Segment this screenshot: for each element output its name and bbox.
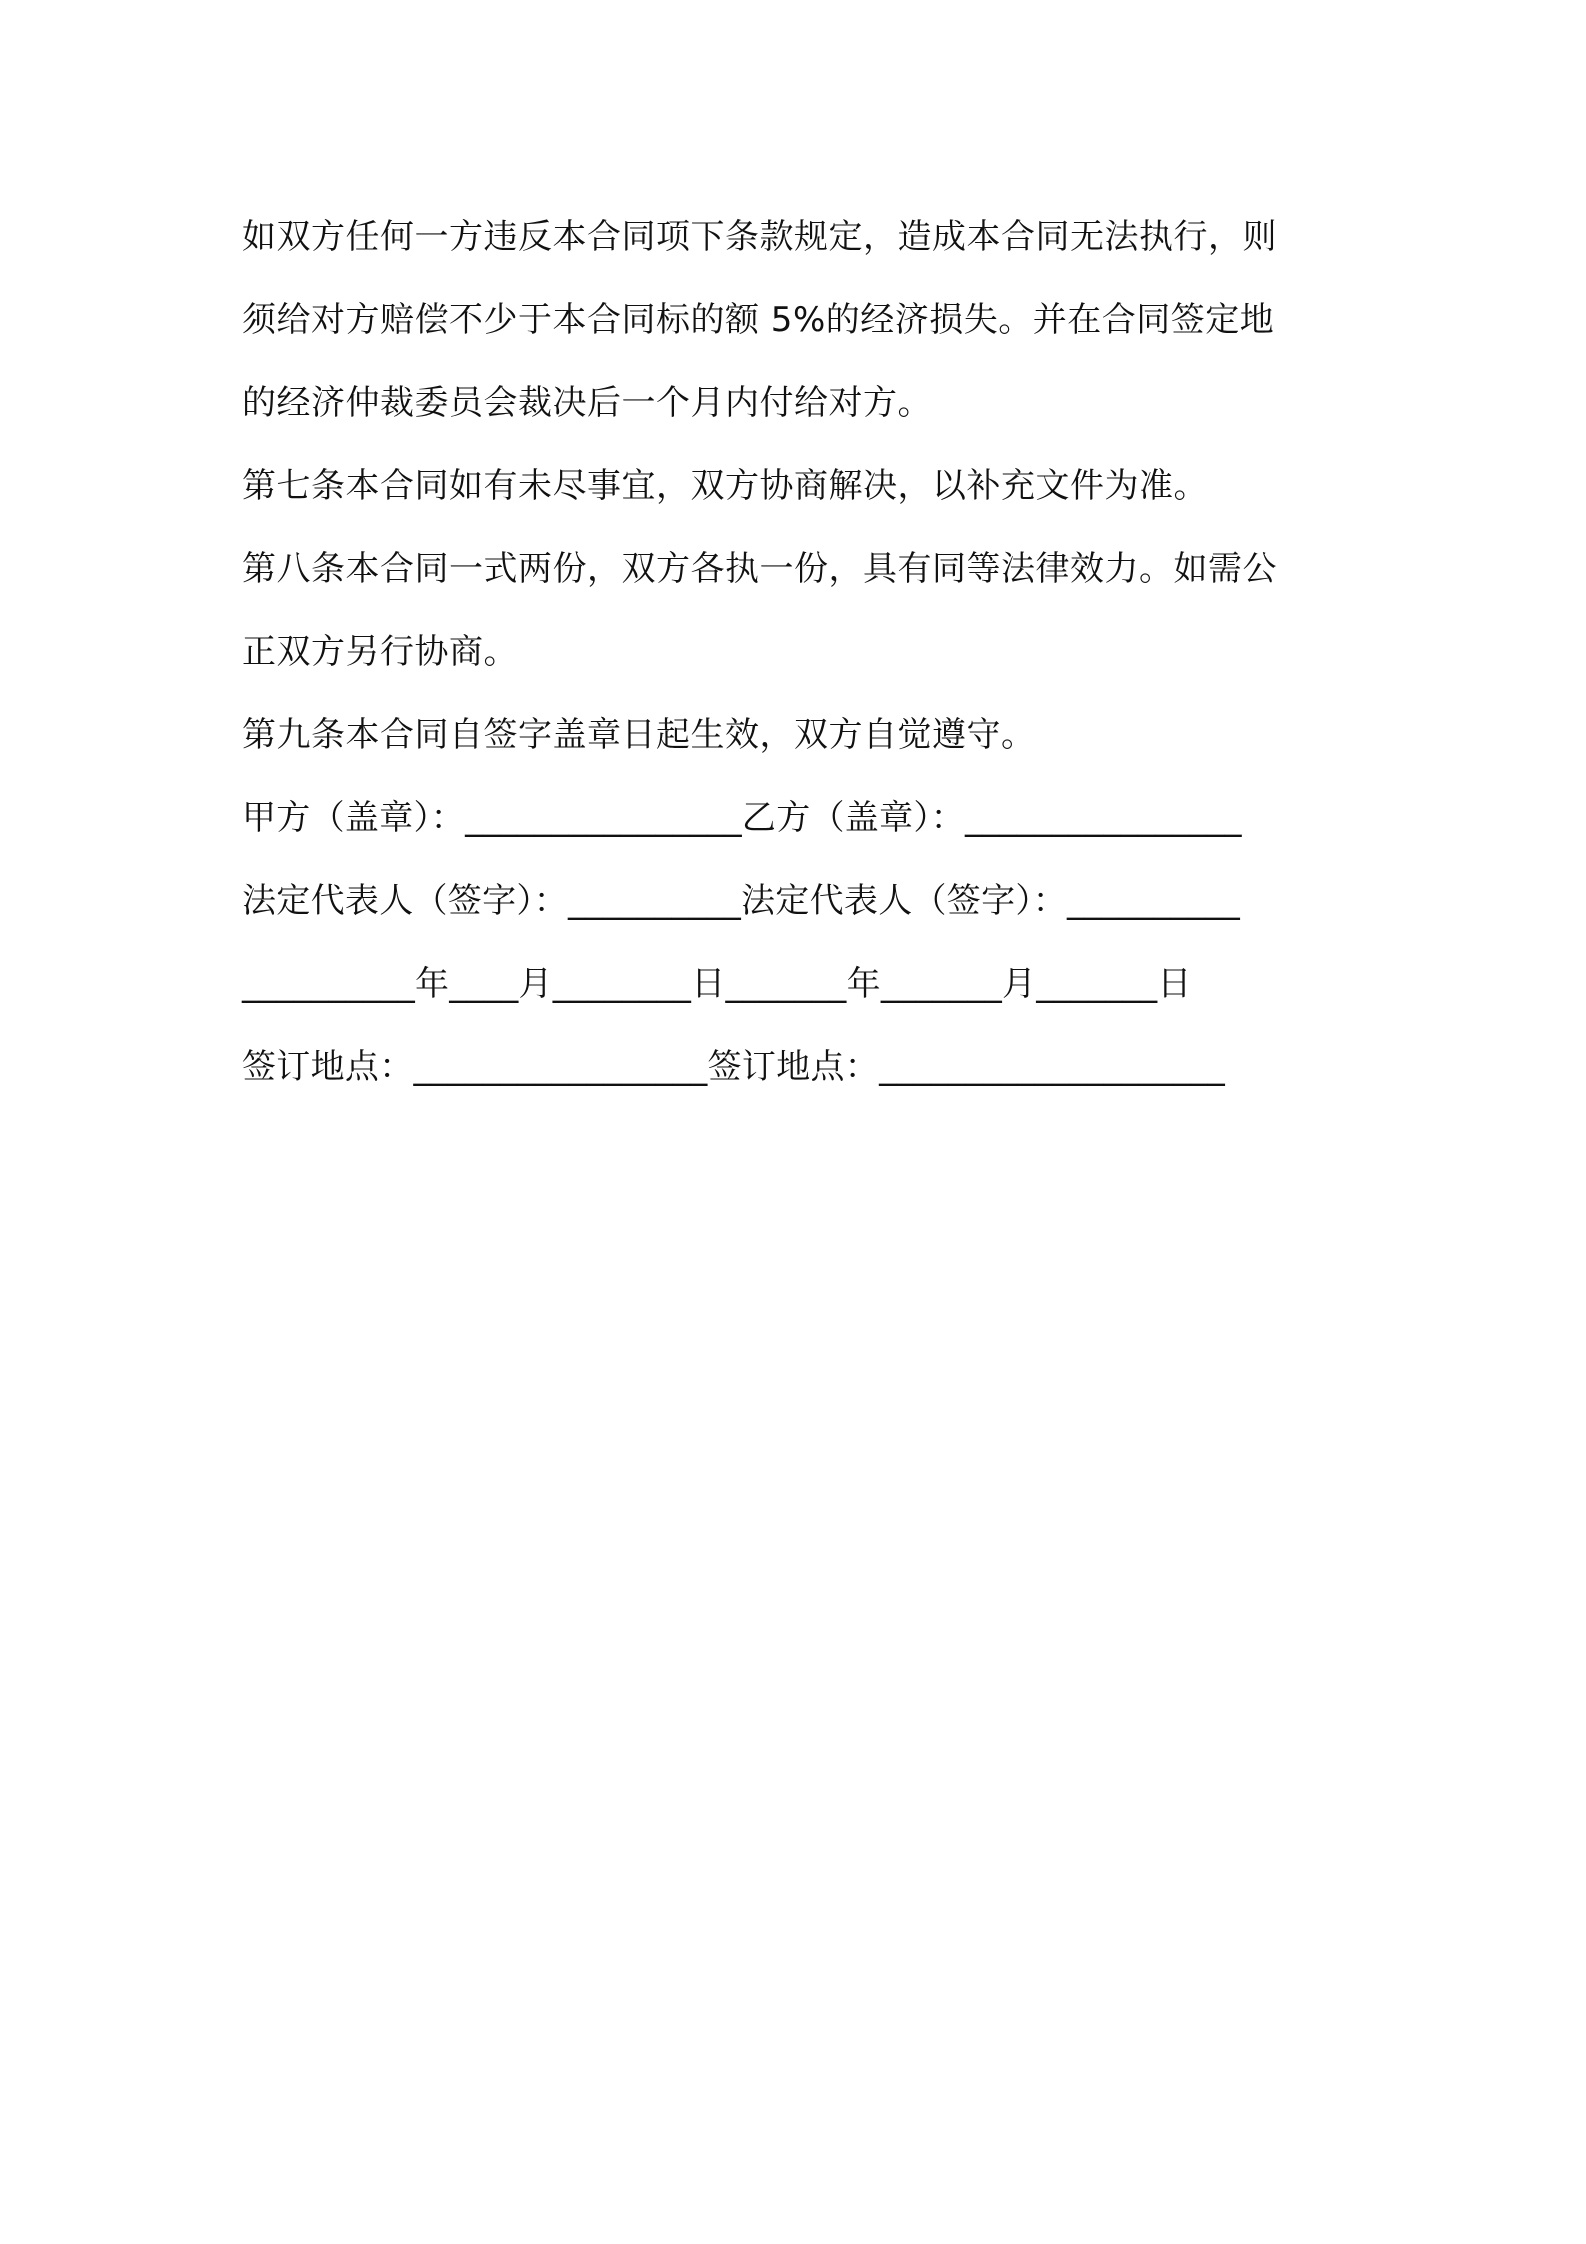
contract-body	[242, 196, 1352, 1109]
signing-place-line: 签订地点：_________________签订地点：____________________	[242, 1047, 1226, 1087]
paragraph-line-2: 须给对方赔偿不少于本合同标的额 5%的经济损失。并在合同签定地	[242, 300, 1275, 340]
date-line: __________年____月________日_______年_______月_______日	[242, 964, 1192, 1004]
clause-9: 第九条本合同自签字盖章日起生效，双方自觉遵守。	[242, 715, 1036, 755]
representative-signature-line: 法定代表人（签字）：__________法定代表人（签字）：__________	[242, 881, 1240, 921]
paragraph-line-3: 的经济仲裁委员会裁决后一个月内付给对方。	[242, 383, 932, 423]
paragraph-line-1: 如双方任何一方违反本合同项下条款规定，造成本合同无法执行，则	[242, 217, 1277, 257]
clause-8-line-1: 第八条本合同一式两份，双方各执一份，具有同等法律效力。如需公	[242, 549, 1277, 589]
clause-8-line-2: 正双方另行协商。	[242, 632, 518, 672]
seal-line: 甲方（盖章）：________________乙方（盖章）：________________	[242, 798, 1242, 838]
clause-7: 第七条本合同如有未尽事宜，双方协商解决，以补充文件为准。	[242, 466, 1208, 506]
